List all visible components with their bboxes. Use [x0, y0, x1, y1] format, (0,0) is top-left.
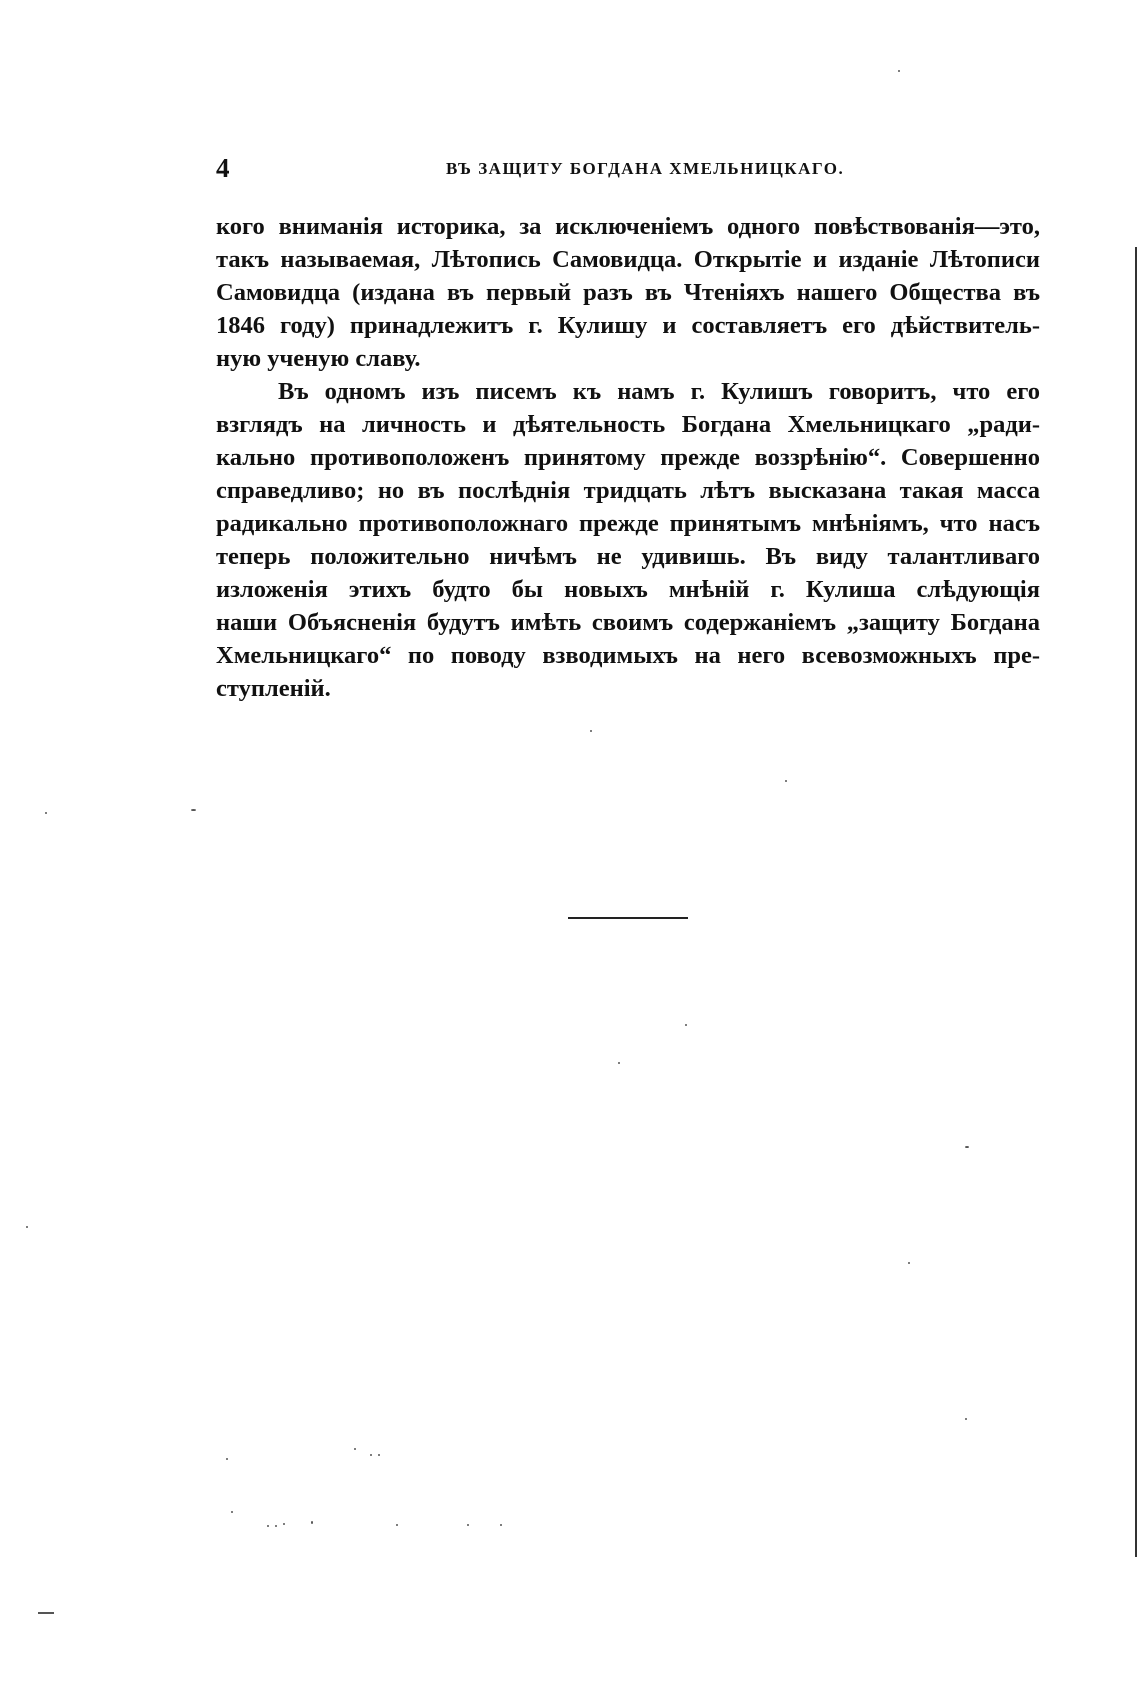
scan-speck: [618, 1062, 620, 1064]
scan-speck: [311, 1521, 313, 1524]
text-line: изложенія этихъ будто бы новыхъ мнѣній г. Кулиша слѣдующія: [216, 576, 1040, 603]
page-number: 4: [216, 153, 230, 183]
text-line: теперь положительно ничѣмъ не удивишь. Въ виду талантливаго: [216, 543, 1040, 570]
text-line: Хмельницкаго“ по поводу взводимыхъ на него всевозможныхъ пре-: [216, 642, 1040, 669]
running-title: ВЪ ЗАЩИТУ БОГДАНА ХМЕЛЬНИЦКАГО.: [446, 159, 845, 178]
scan-speck: [45, 812, 47, 814]
page-header: [216, 150, 1040, 190]
scan-page-edge: [1135, 247, 1137, 1557]
scan-speck: [38, 1612, 54, 1614]
scan-speck: [898, 70, 900, 72]
scan-speck: [267, 1525, 269, 1527]
scan-speck: [965, 1418, 967, 1420]
text-line: взглядъ на личность и дѣятельность Богдана Хмельницкаго „ради-: [216, 411, 1040, 438]
scan-speck: [191, 809, 196, 811]
scan-speck: [378, 1454, 380, 1456]
scan-speck: [785, 780, 787, 782]
scan-speck: [590, 730, 592, 732]
text-line: такъ называемая, Лѣтопись Самовидца. Открытіе и изданіе Лѣтописи: [216, 246, 1040, 273]
body-text: [216, 210, 1040, 705]
text-line: кально противоположенъ принятому прежде воззрѣнію“. Совершенно: [216, 444, 1040, 471]
scan-speck: [275, 1525, 277, 1527]
scan-speck: [396, 1524, 398, 1526]
scan-speck: [231, 1511, 233, 1513]
text-line: Самовидца (издана въ первый разъ въ Чтеніяхъ нашего Общества въ: [216, 279, 1040, 306]
scan-speck: [908, 1262, 910, 1264]
text-line: наши Объясненія будутъ имѣть своимъ содержаніемъ „защиту Богдана: [216, 609, 1040, 636]
scan-speck: [283, 1523, 285, 1525]
scan-speck: [965, 1146, 969, 1148]
text-line: ную ученую славу.: [216, 345, 421, 372]
text-line: ступленій.: [216, 675, 331, 702]
text-line: Въ одномъ изъ писемъ къ намъ г. Кулишъ говоритъ, что его: [278, 378, 1040, 405]
scan-speck: [26, 1226, 28, 1228]
text-line: 1846 году) принадлежитъ г. Кулишу и составляетъ его дѣйствитель-: [216, 312, 1040, 339]
scan-speck: [354, 1448, 356, 1450]
scan-speck: [685, 1024, 687, 1026]
text-line: радикально противоположнаго прежде принятымъ мнѣніямъ, что насъ: [216, 510, 1040, 537]
scan-speck: [467, 1524, 469, 1526]
section-separator: [568, 917, 688, 919]
scan-speck: [500, 1524, 502, 1526]
text-line: кого вниманія историка, за исключеніемъ одного повѣствованія—это,: [216, 213, 1040, 240]
scan-speck: [370, 1454, 372, 1456]
text-line: справедливо; но въ послѣднія тридцать лѣтъ высказана такая масса: [216, 477, 1040, 504]
scan-speck: [226, 1458, 228, 1460]
